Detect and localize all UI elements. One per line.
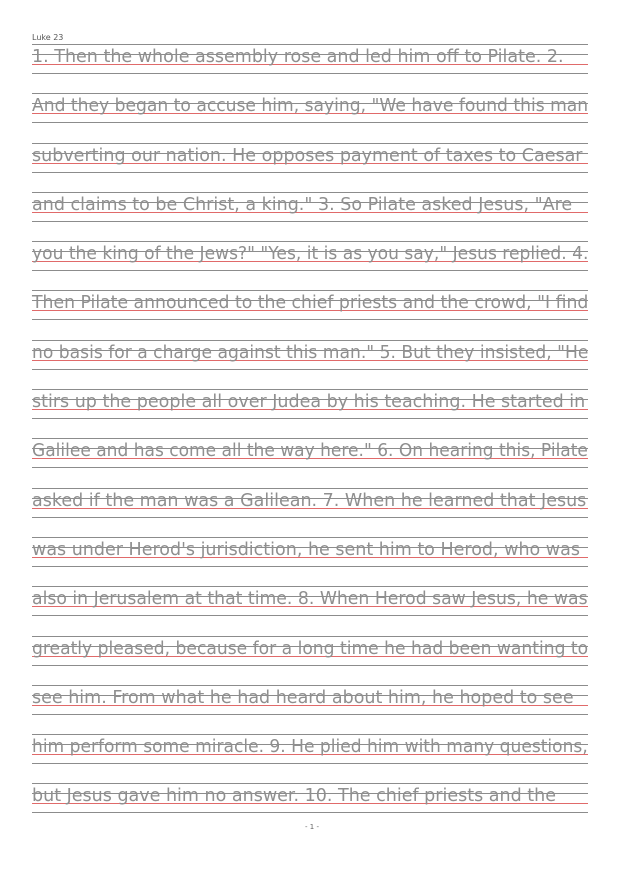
page-number: - 1 -	[305, 823, 319, 831]
trace-text-line: him perform some miracle. 9. He plied him with many questions,	[32, 737, 588, 758]
trace-text-line: see him. From what he had heard about him, he hoped to see	[32, 687, 574, 708]
writing-row	[32, 44, 588, 93]
descender-guide	[32, 763, 588, 764]
writing-row	[32, 438, 588, 487]
descender-guide	[32, 566, 588, 567]
top-guide-line	[32, 586, 588, 587]
top-guide-line	[32, 783, 588, 784]
descender-guide	[32, 270, 588, 271]
trace-text-line: asked if the man was a Galilean. 7. When he learned that Jesus	[32, 490, 587, 511]
top-guide-line	[32, 537, 588, 538]
writing-row	[32, 389, 588, 438]
top-guide-line	[32, 636, 588, 637]
top-guide-line	[32, 143, 588, 144]
descender-guide	[32, 665, 588, 666]
writing-row	[32, 636, 588, 685]
descender-guide	[32, 319, 588, 320]
writing-row	[32, 537, 588, 586]
descender-guide	[32, 122, 588, 123]
top-guide-line	[32, 685, 588, 686]
descender-guide	[32, 172, 588, 173]
descender-guide	[32, 467, 588, 468]
handwriting-worksheet	[32, 44, 588, 833]
top-guide-line	[32, 192, 588, 193]
top-guide-line	[32, 93, 588, 94]
trace-text-line: stirs up the people all over Judea by his teaching. He started in	[32, 392, 586, 413]
descender-guide	[32, 812, 588, 813]
writing-row	[32, 586, 588, 635]
writing-row	[32, 192, 588, 241]
descender-guide	[32, 418, 588, 419]
trace-text-line: subverting our nation. He opposes payment of taxes to Caesar	[32, 145, 583, 166]
top-guide-line	[32, 340, 588, 341]
trace-text-line: was under Herod's jurisdiction, he sent him to Herod, who was	[32, 539, 580, 560]
trace-text-line: no basis for a charge against this man." 5. But they insisted, "He	[32, 342, 589, 363]
top-guide-line	[32, 290, 588, 291]
trace-text-line: Then Pilate announced to the chief priests and the crowd, "I find	[32, 293, 589, 314]
writing-row	[32, 340, 588, 389]
trace-text-line: but Jesus gave him no answer. 10. The chief priests and the	[32, 786, 556, 807]
writing-row	[32, 685, 588, 734]
trace-text-line: also in Jerusalem at that time. 8. When Herod saw Jesus, he was	[32, 589, 588, 610]
descender-guide	[32, 73, 588, 74]
writing-row	[32, 241, 588, 290]
top-guide-line	[32, 389, 588, 390]
trace-text-line: 1. Then the whole assembly rose and led him off to Pilate. 2.	[32, 47, 564, 67]
writing-row	[32, 488, 588, 537]
trace-text-line: Galilee and has come all the way here." 6. On hearing this, Pilate	[32, 441, 588, 462]
top-guide-line	[32, 438, 588, 439]
top-guide-line	[32, 734, 588, 735]
top-guide-line	[32, 44, 588, 45]
trace-text-line: greatly pleased, because for a long time he had been wanting to	[32, 638, 589, 659]
descender-guide	[32, 714, 588, 715]
descender-guide	[32, 615, 588, 616]
descender-guide	[32, 517, 588, 518]
trace-text-line: you the king of the Jews?" "Yes, it is as you say," Jesus replied. 4.	[32, 244, 589, 265]
trace-text-line: and claims to be Christ, a king." 3. So Pilate asked Jesus, "Are	[32, 194, 573, 215]
top-guide-line	[32, 241, 588, 242]
page-label: Luke 23	[32, 33, 64, 42]
top-guide-line	[32, 488, 588, 489]
writing-row	[32, 290, 588, 339]
descender-guide	[32, 369, 588, 370]
trace-text-line: And they began to accuse him, saying, "We have found this man	[32, 96, 589, 117]
descender-guide	[32, 221, 588, 222]
writing-row	[32, 734, 588, 783]
writing-row	[32, 93, 588, 142]
writing-row	[32, 143, 588, 192]
